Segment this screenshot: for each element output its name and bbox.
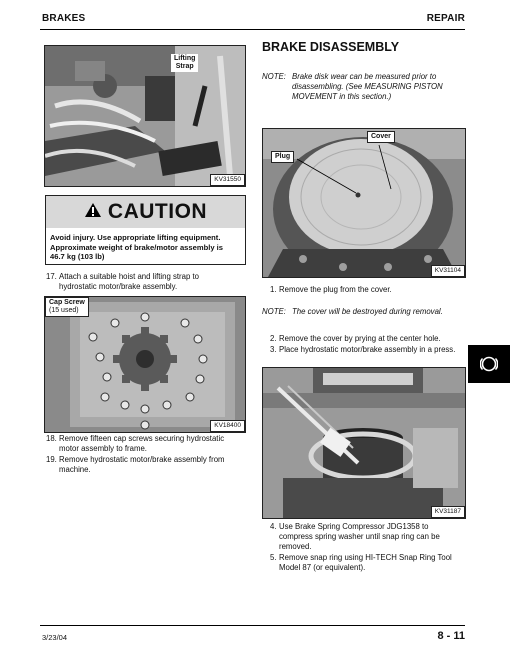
photo-brake-press [262, 367, 466, 519]
step-19: 19. Remove hydrostatic motor/brake assembly from machine. [46, 455, 225, 474]
section-title: BRAKE DISASSEMBLY [262, 40, 400, 54]
label-lifting-strap: Lifting Strap [171, 54, 198, 72]
note-cover-destroyed: NOTE: The cover will be destroyed during removal. [262, 307, 443, 316]
header-section: BRAKES [42, 13, 86, 24]
caution-word: CAUTION [107, 200, 208, 223]
brake-section-icon [480, 355, 498, 378]
photo-code-kv18400: KV18400 [210, 420, 245, 432]
step-17: 17. Attach a suitable hoist and lifting strap to hydrostatic motor/brake assembly. [46, 272, 199, 291]
label-cover: Cover [367, 131, 395, 143]
caution-title [46, 196, 245, 228]
page-number: 8 - 11 [437, 630, 465, 642]
step-18: 18. Remove fifteen cap screws securing hydrostatic motor assembly to frame. [46, 434, 225, 453]
footer-date: 3/23/04 [42, 633, 68, 642]
photo-code-kv31550: KV31550 [210, 174, 245, 186]
step-2: 2. Remove the cover by prying at the center hole. [270, 334, 441, 343]
photo-cover-plug [262, 128, 466, 278]
step-1: 1. Remove the plug from the cover. [270, 285, 392, 294]
label-cap-screw: Cap Screw (15 used) [45, 297, 89, 317]
header-chapter: REPAIR [426, 13, 465, 24]
warning-triangle-icon [84, 202, 102, 223]
step-3: 3. Place hydrostatic motor/brake assembly in a press. [270, 345, 456, 354]
header-rule [40, 29, 465, 30]
section-tab [468, 345, 510, 383]
caution-text: Avoid injury. Use appropriate lifting equipment. Approximate weight of brake/motor assembly is 46.7 kg (103 lb) [50, 233, 224, 261]
photo-cap-screws [44, 296, 246, 433]
note-brake-disk-wear: NOTE: Brake disk wear can be measured prior to disassembling. (See MEASURING PISTON MOVEMENT in this section.) [262, 72, 443, 101]
photo-code-kv31104: KV31104 [431, 265, 465, 277]
photo-lifting-strap [44, 45, 246, 187]
step-5: 5. Remove snap ring using HI-TECH Snap Ring Tool Model 87 (or equivalent). [270, 553, 452, 572]
photo-code-kv31187: KV31187 [431, 506, 465, 518]
footer-rule [40, 625, 465, 626]
label-plug: Plug [271, 151, 294, 163]
step-4: 4. Use Brake Spring Compressor JDG1358 to compress spring washer until snap ring can be removed. [270, 522, 440, 551]
caution-box [45, 195, 246, 265]
